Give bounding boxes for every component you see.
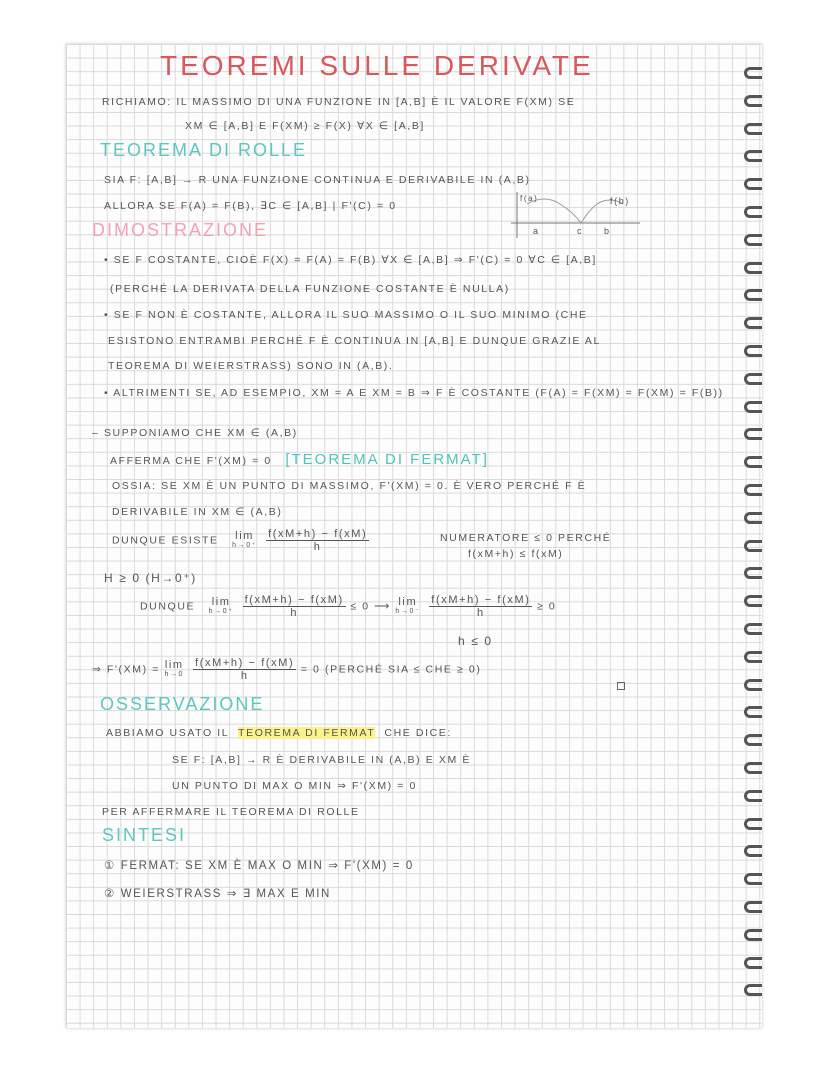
spiral-ring xyxy=(744,234,762,246)
lim: lim h→0⁺ xyxy=(208,595,234,615)
fraction: $\frac{f(xM+h) - f(xM)}{h}$ xyxy=(244,594,344,619)
conclusion-line xyxy=(92,657,481,682)
graph-label-fa: f(a) xyxy=(520,194,539,203)
fermat-label: [TEOREMA DI FERMAT] xyxy=(285,451,489,468)
spiral-ring xyxy=(744,595,762,607)
fraction: $\frac{f(xM+h) - f(xM)}{h}$ xyxy=(268,528,368,553)
spiral-ring xyxy=(744,428,762,440)
text-line: • SE F COSTANTE, CIOÈ F(X) = F(A) = F(B) ∀X ∈ [A,B] ⇒ F'(C) = 0 ∀C ∈ [A,B] xyxy=(104,254,597,266)
spiral-ring xyxy=(744,790,762,802)
spiral-ring xyxy=(744,95,762,107)
spiral-ring xyxy=(744,929,762,941)
list-item: ① FERMAT: SE XM È MAX O MIN ⇒ F'(XM) = 0 xyxy=(104,860,414,872)
spiral-ring xyxy=(744,901,762,913)
limit-line xyxy=(140,594,556,619)
text-line: OSSIA: SE XM È UN PUNTO DI MASSIMO, F'(XM) = 0. È VERO PERCHÉ F È xyxy=(112,480,587,492)
text-line: H ≥ 0 (H→0⁺) xyxy=(104,571,197,585)
heading-osservazione: OSSERVAZIONE xyxy=(100,694,265,714)
function-curve xyxy=(527,199,623,223)
spiral-ring xyxy=(744,67,762,79)
spiral-ring xyxy=(744,818,762,830)
spiral-ring xyxy=(744,651,762,663)
text-line xyxy=(106,727,452,739)
spiral-ring xyxy=(744,957,762,969)
spiral-ring xyxy=(744,150,762,162)
text-line: TEOREMA DI WEIERSTRASS) SONO IN (A,B). xyxy=(108,360,394,372)
qed-square xyxy=(617,682,625,690)
text-line: (PERCHÉ LA DERIVATA DELLA FUNZIONE COSTANTE È NULLA) xyxy=(110,283,510,295)
spiral-ring xyxy=(744,623,762,635)
spiral-ring xyxy=(744,289,762,301)
lim: lim h→0 xyxy=(164,658,185,678)
spiral-ring xyxy=(744,873,762,885)
spiral-ring xyxy=(744,123,762,135)
spiral-ring xyxy=(744,206,762,218)
spiral-ring xyxy=(744,567,762,579)
text: DUNQUE ESISTE xyxy=(112,534,219,547)
text: DUNQUE xyxy=(140,600,196,613)
list-item: ② WEIERSTRASS ⇒ ∃ MAX E MIN xyxy=(104,888,331,900)
text-line: ALLORA SE F(A) = F(B), ∃C ∈ [A,B] | F'(C) = 0 xyxy=(104,200,397,212)
text: = 0 (PERCHÉ SIA ≤ CHE ≥ 0) xyxy=(300,663,482,676)
limit-line xyxy=(112,528,369,553)
highlight: TEOREMA DI FERMAT xyxy=(238,727,376,739)
spiral-ring xyxy=(744,984,762,996)
text: ≥ 0 xyxy=(537,600,557,613)
spiral-ring xyxy=(744,512,762,524)
spiral-ring xyxy=(744,317,762,329)
text: ABBIAMO USATO IL xyxy=(106,727,230,739)
spiral-ring xyxy=(744,706,762,718)
heading-rolle: TEOREMA DI ROLLE xyxy=(100,140,308,160)
spiral-ring xyxy=(744,401,762,413)
text-line: UN PUNTO DI MAX O MIN ⇒ F'(XM) = 0 xyxy=(172,780,417,792)
text-line: ESISTONO ENTRAMBI PERCHÉ F È CONTINUA IN [A,B] E DUNQUE GRAZIE AL xyxy=(108,335,601,347)
spiral-ring xyxy=(744,845,762,857)
text: CHE DICE: xyxy=(384,727,452,739)
graph-label-a: a xyxy=(533,226,540,236)
text-line: NUMERATORE ≤ 0 PERCHÉ xyxy=(440,532,612,544)
spiral-ring xyxy=(744,178,762,190)
spiral-ring xyxy=(744,373,762,385)
text-line: • ALTRIMENTI SE, AD ESEMPIO, XM = A E XM = B ⇒ F È COSTANTE (F(A) = F(XM) = F(XM) = F(B)) xyxy=(104,387,724,399)
spiral-ring xyxy=(744,679,762,691)
fraction: $\frac{f(xM+h) - f(xM)}{h}$ xyxy=(431,594,531,619)
spiral-ring xyxy=(744,734,762,746)
text-line: – SUPPONIAMO CHE XM ∈ (A,B) xyxy=(92,427,298,439)
text-line: • SE F NON È COSTANTE, ALLORA IL SUO MASSIMO O IL SUO MINIMO (CHE xyxy=(104,309,588,321)
lim: lim h→0⁻ xyxy=(395,595,421,615)
text-line: RICHIAMO: IL MASSIMO DI UNA FUNZIONE IN [A,B] È IL VALORE F(XM) SE xyxy=(102,96,576,108)
text-line: SIA F: [A,B] → R UNA FUNZIONE CONTINUA E DERIVABILE IN (A,B) xyxy=(104,174,531,186)
page-title: TEOREMI SULLE DERIVATE xyxy=(160,50,594,81)
spiral-ring xyxy=(744,762,762,774)
afferma-text: AFFERMA CHE F'(XM) = 0 xyxy=(110,455,272,467)
spiral-ring xyxy=(744,456,762,468)
arrow: ⟶ xyxy=(374,600,391,613)
spiral-ring xyxy=(744,540,762,552)
heading-sintesi: SINTESI xyxy=(102,825,187,845)
graph-label-b: b xyxy=(604,226,611,236)
spiral-ring xyxy=(744,484,762,496)
lim: lim h→0⁺ xyxy=(232,529,258,549)
spiral-ring xyxy=(744,345,762,357)
text-line: h ≤ 0 xyxy=(458,634,493,648)
text-line xyxy=(110,451,489,468)
heading-dimostrazione: DIMOSTRAZIONE xyxy=(92,220,269,240)
spiral-ring xyxy=(744,262,762,274)
graph-label-c: c xyxy=(577,226,584,236)
text-line: f(xM+h) ≤ f(xM) xyxy=(468,548,564,560)
text-line: PER AFFERMARE IL TEOREMA DI ROLLE xyxy=(102,806,360,818)
text: ≤ 0 xyxy=(350,600,370,613)
text: ⇒ F'(XM) = xyxy=(92,663,160,676)
text-line: SE F: [A,B] → R È DERIVABILE IN (A,B) E XM È xyxy=(172,754,471,766)
text-line: DERIVABILE IN XM ∈ (A,B) xyxy=(112,506,283,518)
text-line: XM ∈ [A,B] E F(XM) ≥ F(X) ∀X ∈ [A,B] xyxy=(185,120,425,132)
fraction: $\frac{f(xM+h) - f(xM)}{h}$ xyxy=(195,657,295,682)
graph-label-fb: f(b) xyxy=(610,196,630,206)
